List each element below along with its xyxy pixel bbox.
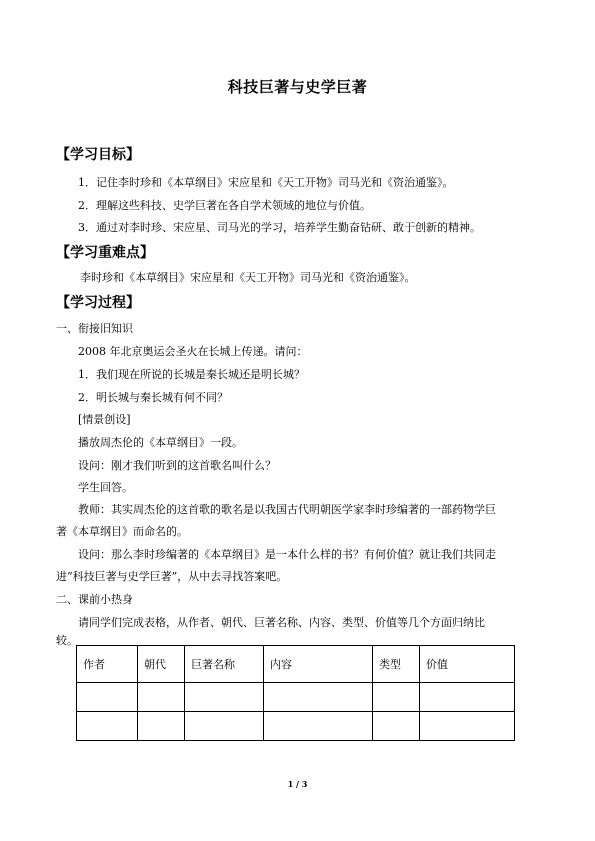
table-cell[interactable] [185,683,264,712]
table-cell[interactable] [264,683,373,712]
process-heading: 【学习过程】 [56,295,140,311]
table-cell[interactable] [373,712,420,741]
header-work-name: 巨著名称 [185,646,264,683]
part1-line-1: 2008 年北京奥运会圣火在长城上传递。请问： [78,345,308,358]
header-author: 作者 [77,646,138,683]
part1-line-5: 播放周杰伦的《本草纲目》一段。 [78,436,243,449]
table-row [77,683,515,712]
table-cell[interactable] [420,712,515,741]
part1-title: 一、衔接旧知识 [56,322,133,335]
keypoints-text: 李时珍和《本草纲目》宋应星和《天工开物》司马光和《资治通鉴》。 [80,271,416,284]
header-value: 价值 [420,646,515,683]
teacher-line-2: 著《本草纲目》而命名的。 [56,525,188,538]
part1-line-6: 设问：刚才我们听到的这首歌名叫什么？ [78,459,276,472]
goal-item-1: 1．记住李时珍和《本草纲目》宋应星和《天工开物》司马光和《资治通鉴》。 [78,176,454,189]
goals-heading: 【学习目标】 [56,147,140,163]
table-cell[interactable] [138,683,185,712]
part1-line-2: 1．我们现在所说的长城是秦长城还是明长城？ [78,368,305,381]
header-type: 类型 [373,646,420,683]
question-line-2: 进“科技巨著与史学巨著”，从中去寻找答案吧。 [56,570,288,583]
table-cell[interactable] [420,683,515,712]
table-cell[interactable] [185,712,264,741]
table-cell[interactable] [264,712,373,741]
part1-line-7: 学生回答。 [78,481,133,494]
part1-line-4: [情景创设] [78,413,131,426]
part2-title: 二、课前小热身 [56,593,133,606]
teacher-line-1: 教师：其实周杰伦的这首歌的歌名是以我国古代明朝医学家李时珍编著的一部药物学巨 [78,503,496,516]
table-cell[interactable] [138,712,185,741]
part2-line-1: 请同学们完成表格，从作者、朝代、巨著名称、内容、类型、价值等几个方面归纳比 [78,616,485,629]
table-row [77,712,515,741]
table-header-row [77,646,515,683]
part1-line-3: 2．明长城与秦长城有何不同？ [78,391,228,404]
comparison-table [76,645,515,741]
page-number: 1 / 3 [287,779,308,789]
part2-line-2: 较。 [56,634,78,647]
header-content: 内容 [264,646,373,683]
table-cell[interactable] [77,683,138,712]
table-cell[interactable] [77,712,138,741]
goal-item-2: 2．理解这些科技、史学巨著在各自学术领域的地位与价值。 [78,199,371,212]
page-title: 科技巨著与史学巨著 [227,78,368,96]
keypoints-heading: 【学习重难点】 [56,245,154,261]
table-cell[interactable] [373,683,420,712]
question-line-1: 设问：那么李时珍编著的《本草纲目》是一本什么样的书？有何价值？就让我们共同走 [78,548,496,561]
goal-item-3: 3．通过对李时珍、宋应星、司马光的学习，培养学生勤奋钻研、敢于创新的精神。 [78,221,481,234]
header-dynasty: 朝代 [138,646,185,683]
